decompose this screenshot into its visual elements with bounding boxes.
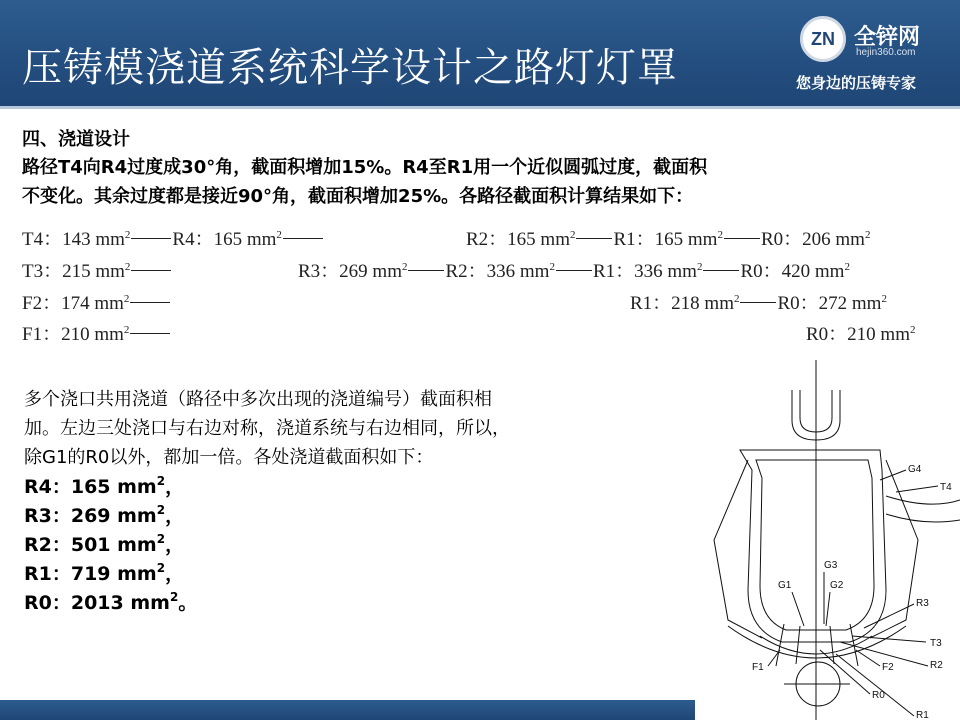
- exp: 2: [844, 261, 850, 273]
- connector-line: [130, 333, 170, 334]
- path-r0: R0：210 mm: [806, 324, 910, 345]
- connector-line: [703, 270, 739, 271]
- connector-line: [556, 270, 592, 271]
- connector-line: [408, 270, 444, 271]
- exp: 2: [717, 229, 723, 241]
- path-r3: R3：269 mm: [298, 261, 402, 282]
- connector-line: [724, 238, 760, 239]
- label-g1: G1: [778, 580, 792, 591]
- explanation-line: 除G1的R0以外，都加一倍。各处浇道截面积如下：: [24, 447, 434, 468]
- path-r1: R1：165 mm: [613, 229, 718, 250]
- zn-logo-icon: ZN: [800, 16, 846, 62]
- label-t3: T3: [930, 638, 942, 649]
- leader-t4: [896, 486, 938, 492]
- exp: 2: [156, 532, 166, 546]
- path-row-2-right: [298, 256, 850, 283]
- label-r0: R0: [872, 690, 885, 701]
- overflow-right-2: [886, 514, 960, 522]
- exp: 2: [124, 229, 131, 241]
- punct: ，: [165, 563, 185, 585]
- exp: 2: [124, 261, 131, 273]
- path-r1: R1：218 mm: [630, 293, 734, 314]
- path-f2: F2：174 mm: [22, 293, 124, 314]
- exp: 2: [696, 261, 703, 273]
- area-r0: [24, 588, 197, 615]
- path-row-4-left: [22, 319, 171, 346]
- path-r0: R0：206 mm: [760, 229, 865, 250]
- runner-diagram: [700, 360, 960, 720]
- path-row-1-right: [466, 224, 870, 251]
- exp: 2: [169, 590, 179, 604]
- path-f1: F1：210 mm: [22, 324, 124, 345]
- exp: 2: [123, 293, 130, 305]
- path-row-4-right: [806, 319, 915, 346]
- exp: 2: [881, 293, 887, 305]
- explanation-line: 加。左边三处浇口与右边对称，浇道系统与右边相同，所以，: [24, 418, 510, 439]
- exp: 2: [549, 261, 555, 273]
- overflow-right: [886, 496, 960, 504]
- label-r2: R2: [930, 660, 943, 671]
- label-r1: R1: [916, 710, 929, 720]
- connector-line: [283, 238, 323, 239]
- area-r3: [24, 501, 184, 528]
- leader-g2: [826, 592, 830, 626]
- area-label: R0：2013 mm: [24, 592, 170, 614]
- connector-line: [131, 238, 171, 239]
- left-wing: [714, 460, 762, 638]
- exp: 2: [156, 561, 166, 575]
- explanation-line: 多个浇口共用浇道（路径中多次出现的浇道编号）截面积相: [24, 389, 492, 410]
- slide-header: [0, 0, 960, 106]
- path-r1: R1：336 mm: [592, 261, 697, 282]
- exp: 2: [276, 229, 282, 241]
- path-row-3-left: [22, 288, 171, 315]
- exp: 2: [156, 503, 166, 517]
- label-g2: G2: [830, 580, 844, 591]
- intro-line: 不变化。其余过度都是接近90°角，截面积增加25%。各路径截面积计算结果如下：: [22, 186, 694, 207]
- header-divider: [0, 106, 960, 109]
- punct: ，: [165, 534, 185, 556]
- right-wing: [870, 460, 918, 638]
- label-g3: G3: [824, 560, 838, 571]
- connector-line: [576, 238, 612, 239]
- exp: 2: [733, 293, 740, 305]
- leader-r0: [820, 650, 870, 694]
- logo-slogan: 您身边的压铸专家: [796, 74, 917, 92]
- connector-line: [130, 302, 170, 303]
- path-t3: T3：215 mm: [22, 261, 125, 282]
- path-r0: R0：272 mm: [777, 293, 882, 314]
- slide-title: 压铸模浇道系统科学设计之路灯灯罩: [22, 45, 678, 91]
- area-r2: [24, 530, 184, 557]
- runner-branch-g1: [796, 626, 800, 664]
- logo-name: 全锌网: [854, 25, 921, 50]
- logo-url: hejin360.com: [856, 47, 916, 58]
- path-row-2-left: [22, 256, 172, 283]
- leader-r1: [836, 654, 914, 716]
- connector-line: [131, 270, 171, 271]
- punct: ，: [165, 476, 185, 498]
- area-label: R4：165 mm: [24, 476, 157, 498]
- area-r4: [24, 472, 184, 499]
- exp: 2: [401, 261, 408, 273]
- path-r2: R2：165 mm: [466, 229, 570, 250]
- label-f1: F1: [752, 662, 764, 673]
- path-r2: R2：336 mm: [445, 261, 550, 282]
- leader-f1: [768, 650, 780, 666]
- label-t4: T4: [940, 482, 952, 493]
- path-row-1-left: [22, 224, 324, 251]
- leader-g1: [792, 592, 804, 626]
- path-row-3-right: [630, 288, 887, 315]
- intro-line: 路径T4向R4过度成30°角，截面积增加15%。R4至R1用一个近似圆弧过度，截面积: [22, 157, 708, 178]
- area-label: R2：501 mm: [24, 534, 157, 556]
- exp: 2: [569, 229, 576, 241]
- label-g4: G4: [908, 464, 922, 475]
- punct: 。: [178, 592, 198, 614]
- area-r1: [24, 559, 184, 586]
- lamp-inner: [756, 460, 874, 630]
- exp: 2: [123, 324, 130, 336]
- path-t4: T4：143 mm: [22, 229, 125, 250]
- label-f2: F2: [882, 662, 894, 673]
- footer-bar: [0, 700, 695, 720]
- path-r4: R4：165 mm: [172, 229, 277, 250]
- exp: 2: [909, 324, 916, 336]
- exp: 2: [156, 474, 166, 488]
- path-r0: R0：420 mm: [740, 261, 845, 282]
- area-label: R1：719 mm: [24, 563, 157, 585]
- label-r3: R3: [916, 598, 929, 609]
- exp: 2: [864, 229, 871, 241]
- punct: ，: [165, 505, 185, 527]
- runner-branch-g2: [830, 626, 834, 664]
- area-label: R3：269 mm: [24, 505, 157, 527]
- section-heading: 四、浇道设计: [22, 129, 130, 150]
- connector-line: [740, 302, 776, 303]
